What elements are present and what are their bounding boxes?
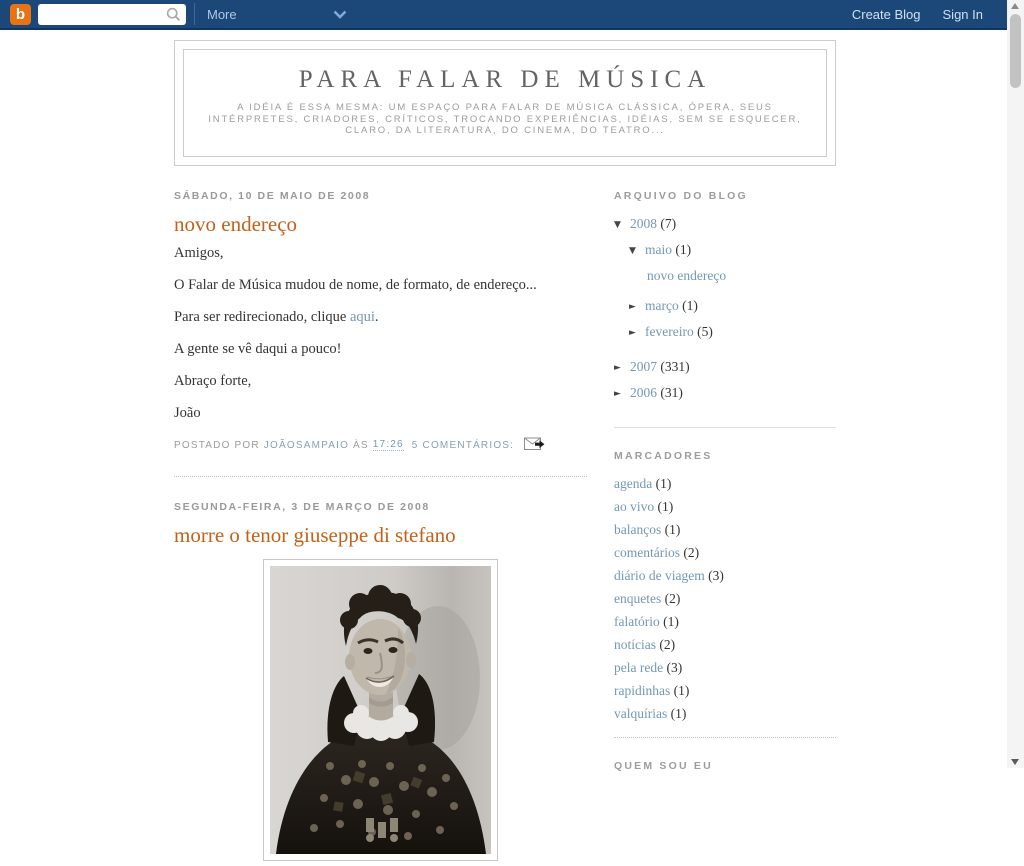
labels-heading: MARCADORES [614,449,713,462]
label-row [614,567,836,584]
label-link[interactable]: falatório [614,613,660,629]
post-paragraph: Para ser redirecionado, clique aqui. [174,308,379,325]
archive-month-link[interactable]: março [645,297,679,313]
expand-icon[interactable]: ► [629,301,636,312]
label-count: (1) [655,475,672,491]
post-separator [174,476,587,477]
archive-year-row [614,215,836,234]
blog-header-inner [183,49,827,157]
label-link[interactable]: valquírias [614,705,668,721]
archive-post-row [614,267,836,284]
post-date: SEGUNDA-FEIRA, 3 DE MARÇO DE 2008 [174,500,430,513]
scrollbar-thumb[interactable] [1010,14,1021,88]
archive-month-row [614,241,836,260]
label-count: (3) [666,659,683,675]
post-paragraph: Abraço forte, [174,372,252,389]
label-link[interactable]: ao vivo [614,498,655,514]
label-count: (1) [663,613,679,629]
post-date: SÁBADO, 10 DE MAIO DE 2008 [174,189,371,202]
email-post-icon[interactable] [524,437,545,454]
blog-header [174,40,836,166]
label-count: (3) [708,567,724,583]
label-row [614,475,836,492]
label-row [614,636,836,653]
archive-month-row [614,297,836,316]
label-row [614,613,836,630]
post-paragraph: João [174,404,201,421]
label-link[interactable]: notícias [614,636,656,652]
label-link[interactable]: comentários [614,544,680,560]
scrollbar-up-arrow[interactable] [1011,3,1019,9]
archive-year-row [614,358,836,377]
archive-count: (7) [660,215,677,231]
label-count: (2) [683,544,700,560]
archive-heading: ARQUIVO DO BLOG [614,189,748,202]
label-link[interactable]: enquetes [614,590,662,606]
archive-count: (5) [697,323,713,339]
label-count: (1) [657,498,674,514]
archive-post-link[interactable]: novo endereço [647,267,727,283]
label-row [614,498,836,515]
more-menu-label: More [207,6,237,22]
scrollbar[interactable] [1007,0,1024,768]
label-row [614,659,836,676]
expand-icon[interactable]: ► [614,388,621,399]
main-column [174,190,587,866]
post-image-frame[interactable] [263,559,498,861]
permalink-time[interactable]: 17:26 [372,439,404,450]
giuseppe-di-stefano-photo [270,566,491,854]
post-paragraph: A gente se vê daqui a pouco! [174,340,342,357]
label-count: (2) [664,590,681,606]
archive-count: (1) [675,241,692,257]
archive-count: (331) [660,358,690,374]
label-row [614,521,836,538]
chevron-down-icon [333,7,347,22]
search-input[interactable] [44,6,166,23]
label-row [614,544,836,561]
post-title[interactable]: novo endereço [174,211,298,236]
navbar-search-box [38,4,186,25]
blog-description: A IDÉIA É ESSA MESMA: UM ESPAÇO PARA FALAR DE MÚSICA CLÁSSICA, ÓPERA, SEUS INTÉRPRETES, CRIADORES, CRÍTICOS, TROCANDO EXPERIÊNCIAS, IDÉIAS, SEM SE ESQUECER, CLARO, DA LITERATURA, DO CINEMA, DO TEATRO... [208,102,802,136]
comments-link[interactable]: 5 COMENTÁRIOS: [411,439,515,451]
sidebar [614,190,836,866]
post-title[interactable]: morre o tenor giuseppe di stefano [174,522,456,547]
archive-count: (1) [682,297,698,313]
blog-title[interactable]: PARA FALAR DE MÚSICA [298,66,712,93]
blog-page [174,40,836,866]
collapse-icon[interactable]: ▼ [629,245,636,256]
blogger-navbar [0,0,1007,30]
archive-year-row [614,384,836,403]
post-footer [174,437,587,454]
post-paragraph: Amigos, [174,244,224,261]
label-row [614,590,836,607]
about-heading: QUEM SOU EU [614,759,713,772]
label-link[interactable]: agenda [614,475,653,491]
expand-icon[interactable]: ► [629,327,636,338]
label-row [614,705,836,722]
collapse-icon[interactable]: ▼ [614,219,621,230]
column-gap [587,190,614,866]
label-link[interactable]: pela rede [614,659,664,675]
label-count: (1) [673,682,690,698]
navbar-divider [194,3,195,25]
blogger-logo[interactable]: b [10,4,31,25]
label-count: (1) [670,705,687,721]
label-link[interactable]: balanços [614,521,662,537]
search-icon[interactable] [166,7,181,27]
scrollbar-down-arrow[interactable] [1011,759,1019,765]
label-link[interactable]: diário de viagem [614,567,705,583]
create-blog-link[interactable]: Create Blog [851,6,921,22]
label-row [614,682,836,699]
at-label: ÀS [353,439,369,451]
archive-month-link[interactable]: fevereiro [645,323,694,339]
label-count: (2) [659,636,676,652]
archive-year-link[interactable]: 2006 [630,384,657,400]
sign-in-link[interactable]: Sign In [942,6,983,22]
posted-by-label: POSTADO POR [174,439,260,451]
sidebar-divider [614,427,836,428]
label-link[interactable]: rapidinhas [614,682,671,698]
archive-year-link[interactable]: 2008 [630,215,657,231]
archive-count: (31) [660,384,683,400]
post-paragraph: O Falar de Música mudou de nome, de formato, de endereço... [174,276,537,293]
label-count: (1) [664,521,681,537]
post-body [174,245,587,422]
author-link[interactable]: JOÃOSAMPAIO [263,439,350,451]
post-image-wrap [174,559,587,866]
archive-month-row [614,323,836,342]
archive-month-link[interactable]: maio [645,241,672,257]
redirect-link[interactable]: aqui [349,308,375,325]
more-menu[interactable] [207,7,347,22]
archive-year-link[interactable]: 2007 [630,358,657,374]
expand-icon[interactable]: ► [614,362,621,373]
sidebar-divider [614,737,836,738]
